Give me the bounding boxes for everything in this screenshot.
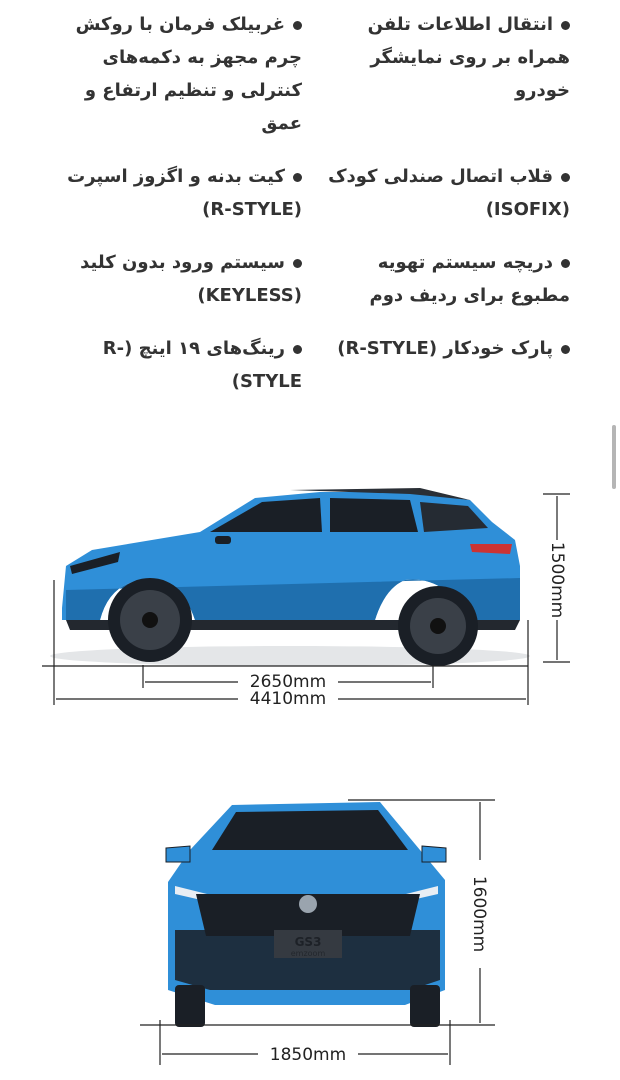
feature-item <box>52 8 308 140</box>
length-label: 4410mm <box>249 689 327 709</box>
bullet-icon <box>561 345 570 354</box>
side-view-diagram <box>0 470 620 720</box>
wheelbase-label: 2650mm <box>249 672 327 692</box>
feature-text: پارک خودکار (R-STYLE) <box>337 338 553 359</box>
feature-item <box>52 332 308 398</box>
feature-item <box>52 246 308 312</box>
feature-text: غربیلک فرمان با روکش چرم مجهز به دکمه‌های کنترلی و تنظیم ارتفاع و عمق <box>75 14 302 134</box>
side-car-image <box>50 488 530 666</box>
front-height-label: 1600mm <box>469 875 489 953</box>
feature-item <box>320 246 576 312</box>
bullet-icon <box>561 21 570 30</box>
feature-item <box>320 332 576 398</box>
feature-text: انتقال اطلاعات تلفن همراه بر روی نمایشگر خودرو <box>367 14 570 101</box>
feature-text: قلاب اتصال صندلی کودک (ISOFIX) <box>328 166 570 220</box>
feature-text: رینگ‌های ۱۹ اینچ (R-STYLE) <box>102 338 302 392</box>
front-car-image <box>166 802 446 1027</box>
feature-item <box>52 160 308 226</box>
bullet-icon <box>561 259 570 268</box>
bullet-icon <box>293 21 302 30</box>
feature-text: سیستم ورود بدون کلید (KEYLESS) <box>80 252 302 306</box>
bullet-icon <box>293 259 302 268</box>
feature-text: کیت بدنه و اگزوز اسپرت (R-STYLE) <box>67 166 302 220</box>
bullet-icon <box>561 173 570 182</box>
front-view-diagram <box>0 790 620 1075</box>
side-height-label: 1500mm <box>547 541 567 619</box>
features-list <box>52 8 576 418</box>
bullet-icon <box>293 173 302 182</box>
feature-item <box>320 160 576 226</box>
feature-text: دریچه سیستم تهویه مطبوع برای ردیف دوم <box>369 252 570 306</box>
bullet-icon <box>293 345 302 354</box>
feature-item <box>320 8 576 140</box>
width-label: 1850mm <box>269 1045 347 1065</box>
